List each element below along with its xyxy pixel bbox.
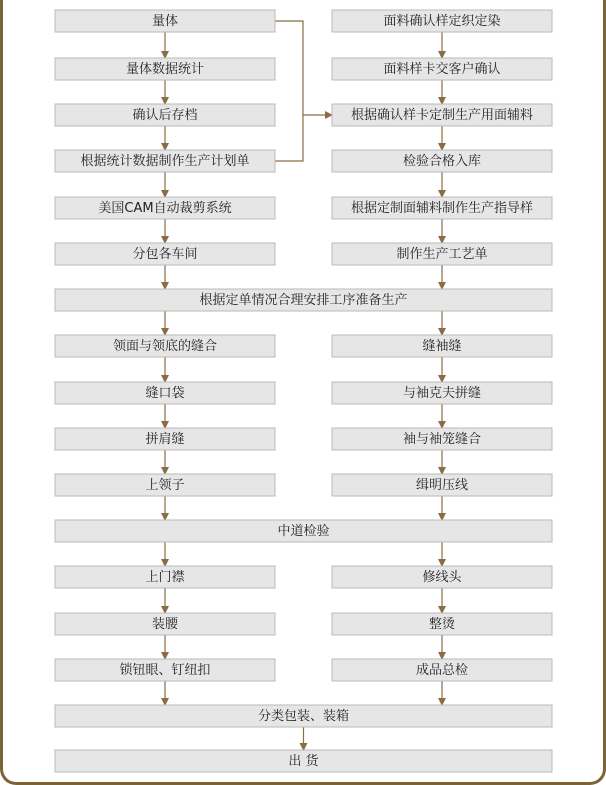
flow-step-inspect-storage [332,150,552,172]
flow-step-label: 缝袖缝 [422,339,462,354]
flow-step-liangti-stats [55,58,275,80]
flow-step-cuff-join [332,382,552,404]
flow-step-process-sheet [332,243,552,265]
flow-step-plan-by-stats [55,150,275,172]
flow-step-cam-cutting [55,197,275,219]
flow-step-label: 出 货 [288,754,319,769]
flow-step-label: 缝口袋 [145,386,185,401]
flow-step-topstitch [332,474,552,496]
flow-step-label: 拼肩缝 [145,432,185,447]
flow-step-pocket [55,382,275,404]
flow-step-label: 根据定制面辅料制作生产指导样 [350,201,534,216]
flow-step-label: 成品总检 [415,663,469,678]
flow-step-attach-collar [55,474,275,496]
flow-step-guide-sample [332,197,552,219]
flow-step-label: 制作生产工艺单 [396,247,488,262]
flow-step-confirm-archive [55,104,275,126]
flow-step-label: 分包各车间 [132,247,198,262]
flow-step-label: 美国CAM自动裁剪系统 [98,201,232,216]
flow-step-label: 缉明压线 [415,478,469,493]
flow-step-label: 装腰 [151,617,179,632]
flow-step-buttons [55,659,275,681]
flow-step-custom-production [332,104,552,126]
flow-step-label: 确认后存档 [132,108,198,123]
flow-step-ironing [332,613,552,635]
flow-step-label: 与袖克夫拼缝 [402,386,482,401]
flow-step-sleeve-join [332,428,552,450]
flow-step-label: 量体数据统计 [125,62,205,77]
flow-step-trim-threads [332,566,552,588]
flow-step-final-inspection [332,659,552,681]
flow-step-label: 检验合格入库 [402,154,482,169]
flow-step-label: 袖与袖笼缝合 [402,432,482,447]
flow-step-placket [55,566,275,588]
flow-step-label: 面料确认样定织定染 [383,14,501,29]
flow-step-sleeve-seam [332,335,552,357]
flow-step-label: 量体 [151,14,179,29]
flow-step-label: 整烫 [428,617,456,632]
bracket-connector [275,21,303,161]
flow-step-label: 锁钮眼、钉纽扣 [119,663,211,678]
flow-step-arrange-process [55,289,552,311]
flow-step-label: 中道检验 [277,524,330,539]
flow-step-waist [55,613,275,635]
flow-step-collar-seam [55,335,275,357]
flow-step-label: 修线头 [422,570,462,585]
flow-step-liangti [55,10,275,32]
flow-step-label: 上领子 [145,478,185,493]
flow-step-shoulder [55,428,275,450]
flow-step-label: 面料样卡交客户确认 [383,62,501,77]
flow-step-fabric-confirm [332,10,552,32]
flow-step-label: 根据定单情况合理安排工序准备生产 [199,293,408,308]
flow-step-label: 上门襟 [145,570,185,585]
flow-step-packing [55,705,552,727]
flow-step-sample-card-client [332,58,552,80]
flow-step-label: 分类包装、装箱 [257,709,350,724]
flow-step-label: 根据确认样卡定制生产用面辅料 [350,108,534,123]
flow-step-mid-inspection [55,520,552,542]
flow-step-distribute [55,243,275,265]
flow-step-label: 领面与领底的缝合 [112,339,218,354]
flow-step-label: 根据统计数据制作生产计划单 [80,154,250,169]
flow-step-shipping [55,750,552,772]
